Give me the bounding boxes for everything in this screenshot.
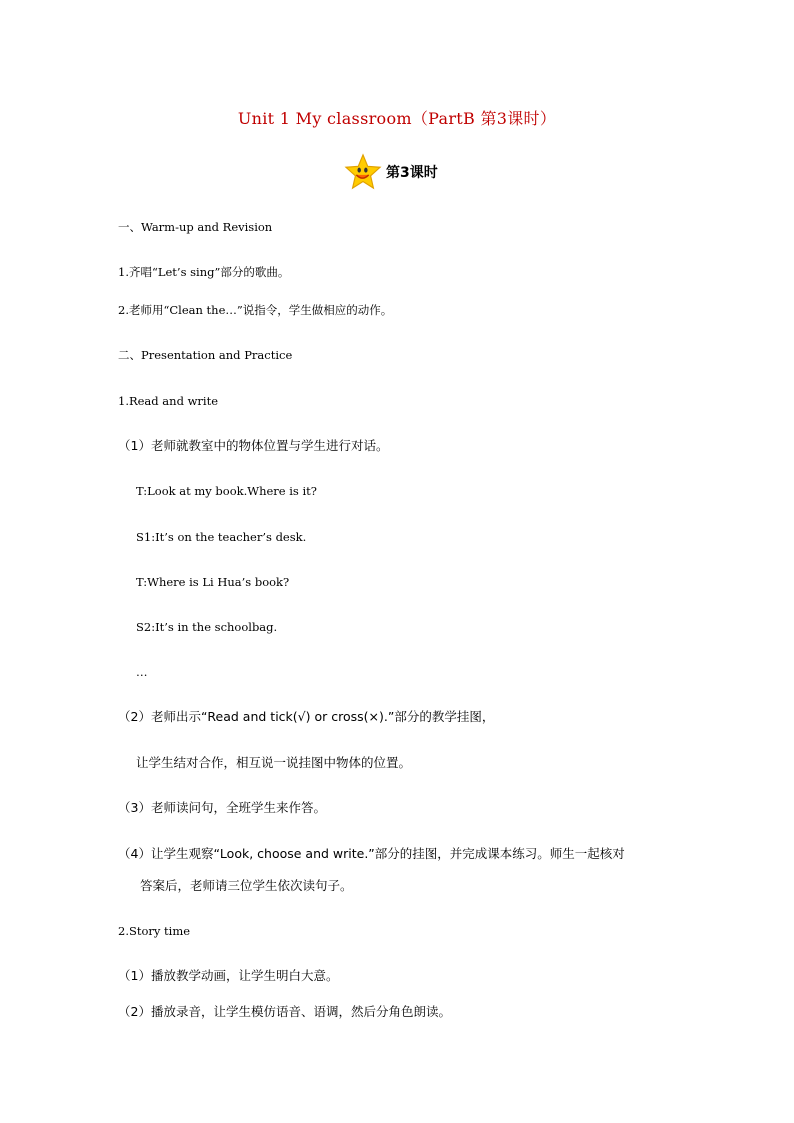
dialogue-line: T:Look at my book.Where is it? <box>136 484 317 498</box>
subtitle-text: 第3课时 <box>386 165 438 181</box>
read-write-step-4: （4）让学生观察“Look, choose and write.”部分的挂图，并完成课本练习。师生一起核对 <box>118 846 625 861</box>
warmup-item-1: 1.齐唱“Let’s sing”部分的歌曲。 <box>118 265 290 279</box>
read-write-step-4-cont: 答案后，老师请三位学生依次读句子。 <box>140 878 353 893</box>
dialogue-line: T:Where is Li Hua’s book? <box>136 575 290 589</box>
read-write-step-2: （2）老师出示“Read and tick(√) or cross(×).”部分的教学挂图， <box>118 709 495 724</box>
warmup-item-2: 2.老师用“Clean the…”说指令，学生做相应的动作。 <box>118 303 393 317</box>
lesson-subtitle <box>344 152 438 192</box>
read-write-step-2-cont: 让学生结对合作，相互说一说挂图中物体的位置。 <box>136 755 412 770</box>
subheading-read-write: 1.Read and write <box>118 394 219 408</box>
smiling-star-icon <box>344 153 382 191</box>
dialogue-line: S1:It’s on the teacher’s desk. <box>136 530 307 544</box>
dialogue-line: S2:It’s in the schoolbag. <box>136 620 278 634</box>
section-heading-warmup: 一、Warm-up and Revision <box>118 220 273 234</box>
dialogue-ellipsis: … <box>136 665 148 679</box>
story-step-1: （1）播放教学动画，让学生明白大意。 <box>118 968 339 983</box>
story-step-2: （2）播放录音，让学生模仿语音、语调，然后分角色朗读。 <box>118 1004 451 1019</box>
page-title: Unit 1 My classroom（PartB 第3课时） <box>237 109 557 128</box>
read-write-step-3: （3）老师读问句，全班学生来作答。 <box>118 800 326 815</box>
read-write-step-1: （1）老师就教室中的物体位置与学生进行对话。 <box>118 438 389 453</box>
subheading-story-time: 2.Story time <box>118 924 191 938</box>
section-heading-presentation: 二、Presentation and Practice <box>118 348 293 362</box>
